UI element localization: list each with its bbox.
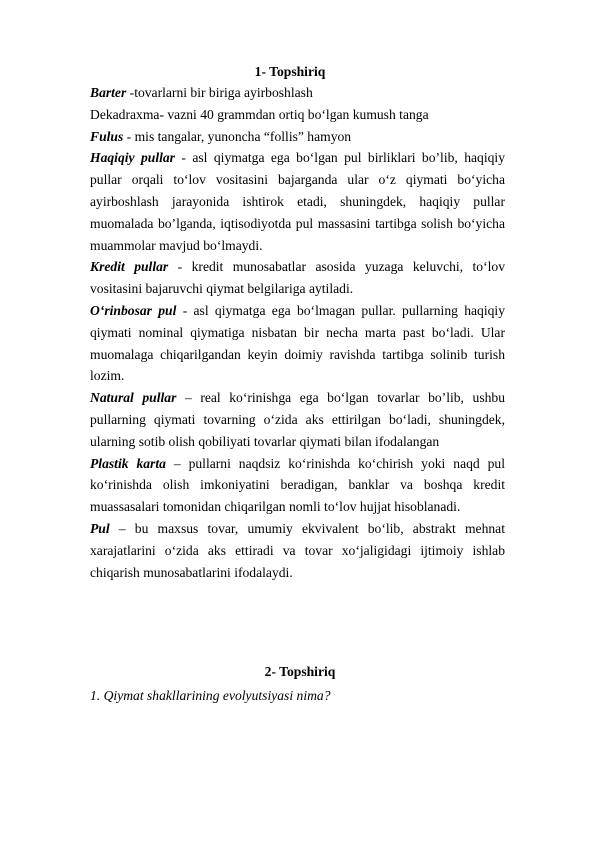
glossary-entry bbox=[90, 387, 505, 452]
glossary-body bbox=[90, 82, 505, 583]
glossary-term: Fulus bbox=[90, 128, 124, 144]
glossary-term: Kredit pullar bbox=[90, 259, 169, 275]
glossary-entry bbox=[90, 518, 505, 583]
glossary-definition: - asl qiymatga ega bo‘lmagan pullar. pullarning haqiqiy qiymati nominal qiymatiga nisbatan bir necha marta past bo‘ladi. Ular muomalaga chiqarilgandan keyin doimiy ravishda tartibga solinib turish lozim. bbox=[90, 302, 505, 384]
glossary-entry bbox=[90, 453, 505, 518]
glossary-term: O‘rinbosar pul bbox=[90, 302, 177, 318]
glossary-definition: – pullarni naqdsiz ko‘rinishda ko‘chirish yoki naqd pul ko‘rinishda olish imkoniyatini beradigan, banklar va boshqa kredit muassasalari tomonidan chiqarilgan nomli to‘lov hujjat hisoblanadi. bbox=[90, 455, 505, 515]
glossary-term: Pul bbox=[90, 520, 110, 536]
glossary-entry bbox=[90, 147, 505, 256]
task1-title: 1- Topshiriq bbox=[254, 64, 326, 79]
task2-heading bbox=[0, 664, 596, 680]
task2-title: 2- Topshiriq bbox=[264, 664, 336, 679]
glossary-term: Plastik karta bbox=[90, 455, 166, 471]
glossary-definition: – real ko‘rinishga ega bo‘lgan tovarlar bo’lib, ushbu pullarning qiymati tovarning o‘zida aks ettirilgan bo‘ladi, shuningdek, ularning sotib olish qobiliyati tovarlar qiymati bilan ifodalangan bbox=[90, 390, 505, 449]
glossary-definition: Dekadraxma- vazni 40 grammdan ortiq bo‘lgan kumush tanga bbox=[90, 106, 429, 122]
glossary-definition: - asl qiymatga ega bo‘lgan pul birliklari bo’lib, haqiqiy pullar orqali to‘lov vositasini bajarganda ular o‘z qiymati bo‘yicha ayirboshlash jarayonida ishtirok etadi, shuningdek, haqiqiy pullar muomalada bo’lganda, iqtisodiyotda pul massasini tartibga solish bo‘yicha muammolar mavjud bo‘lmaydi. bbox=[90, 150, 505, 253]
glossary-definition: – bu maxsus tovar, umumiy ekvivalent bo‘lib, abstrakt mehnat xarajatlarini o‘zida aks ettiradi va tovar xo‘jaligidagi ijtimoiy ishlab chiqarish munosabatlarini ifodalaydi. bbox=[90, 520, 505, 580]
glossary-entry bbox=[90, 256, 505, 300]
glossary-entry bbox=[90, 104, 505, 126]
glossary-definition: -tovarlarni bir biriga ayirboshlash bbox=[126, 85, 313, 100]
task1-heading bbox=[0, 64, 596, 80]
glossary-term: Barter bbox=[90, 85, 127, 100]
task2-question: 1. Qiymat shakllarining evolyutsiyasi nima? bbox=[90, 688, 331, 703]
glossary-term: Haqiqiy pullar bbox=[90, 150, 175, 166]
glossary-definition: - mis tangalar, yunoncha “follis” hamyon bbox=[123, 128, 352, 144]
glossary-entry bbox=[90, 126, 505, 148]
glossary-definition: - kredit munosabatlar asosida yuzaga keluvchi, to‘lov vositasini bajaruvchi qiymat belgilariga aytiladi. bbox=[90, 259, 506, 297]
glossary-entry bbox=[90, 82, 505, 104]
glossary-entry bbox=[90, 300, 505, 387]
glossary-term: Natural pullar bbox=[90, 390, 177, 406]
